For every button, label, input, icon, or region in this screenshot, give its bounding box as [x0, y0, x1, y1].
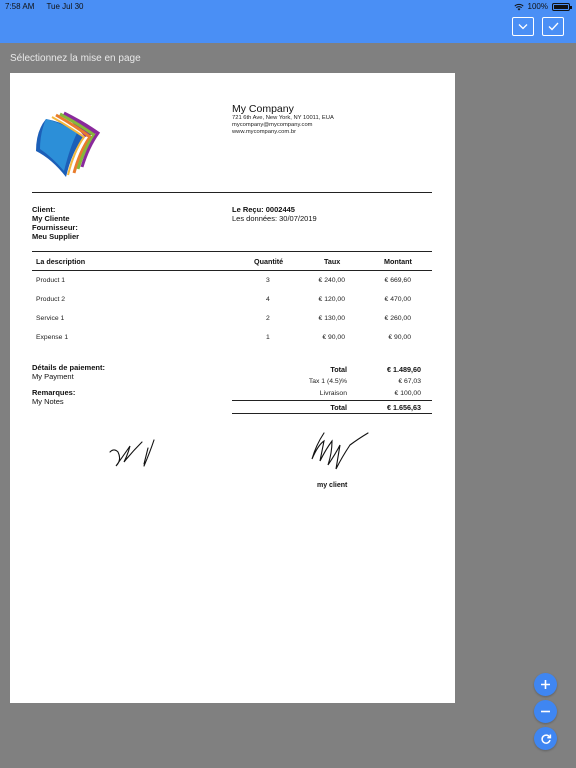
- remarks-label: Remarques:: [32, 388, 76, 397]
- total-divider: [232, 400, 432, 401]
- zoom-out-button[interactable]: [534, 700, 557, 723]
- item-rate: € 130,00: [318, 315, 345, 322]
- item-rate: € 240,00: [318, 277, 345, 284]
- receipt-number: Le Reçu: 0002445: [232, 205, 295, 214]
- column-header-description: La description: [36, 257, 86, 266]
- company-name: My Company: [232, 103, 294, 115]
- payment-details: My Payment: [32, 372, 74, 381]
- invoice-page: [10, 73, 455, 703]
- item-amount: € 260,00: [384, 315, 411, 322]
- receipt-block: [232, 205, 317, 223]
- grand-total-label: Total: [330, 403, 347, 412]
- top-toolbar: [0, 0, 576, 43]
- plus-icon: [540, 679, 551, 690]
- remarks: My Notes: [32, 397, 64, 406]
- item-description: Expense 1: [36, 334, 69, 341]
- item-quantity: 2: [266, 315, 270, 322]
- subtotal-value: € 1.489,60: [387, 365, 421, 374]
- header-divider: [32, 192, 432, 193]
- column-header-quantity: Quantité: [254, 257, 284, 266]
- table-top-divider: [32, 251, 432, 252]
- status-bar-right: [514, 2, 570, 11]
- item-description: Product 1: [36, 277, 66, 284]
- battery-percent: 100%: [527, 2, 548, 11]
- remarks-block: [32, 388, 75, 406]
- refresh-button[interactable]: [534, 727, 557, 750]
- status-bar-left: [5, 2, 94, 11]
- table-header-divider: [32, 270, 432, 271]
- checkmark-icon: [548, 22, 559, 31]
- chevron-down-icon: [518, 23, 528, 30]
- item-amount: € 470,00: [384, 296, 411, 303]
- column-header-amount: Montant: [384, 257, 412, 266]
- status-date: Tue Jul 30: [46, 2, 84, 11]
- supplier-signature: [108, 438, 160, 470]
- receipt-date: Les données: 30/07/2019: [232, 214, 317, 223]
- confirm-button[interactable]: [542, 17, 564, 36]
- minus-icon: [540, 706, 551, 717]
- company-website: www.mycompany.com.br: [232, 129, 296, 135]
- total-bottom-divider: [232, 413, 432, 414]
- item-quantity: 4: [266, 296, 270, 303]
- shipping-value: € 100,00: [394, 390, 421, 397]
- status-time: 7:58 AM: [5, 2, 35, 11]
- client-label: Client:: [32, 205, 56, 214]
- company-logo: [32, 111, 104, 179]
- item-rate: € 90,00: [322, 334, 345, 341]
- item-quantity: 1: [266, 334, 270, 341]
- page-label: Sélectionnez la mise en page: [10, 53, 141, 64]
- item-amount: € 669,60: [384, 277, 411, 284]
- payment-block: [32, 363, 105, 381]
- supplier-name: Meu Supplier: [32, 232, 80, 241]
- shipping-label: Livraison: [319, 390, 347, 397]
- client-name: My Cliente: [32, 214, 70, 223]
- item-quantity: 3: [266, 277, 270, 284]
- grand-total-value: € 1.656,63: [387, 403, 421, 412]
- column-header-rate: Taux: [324, 257, 341, 266]
- tax-label: Tax 1 (4.5)%: [308, 378, 347, 385]
- subtotal-label: Total: [330, 365, 347, 374]
- item-rate: € 120,00: [318, 296, 345, 303]
- company-email: mycompany@mycompany.com: [232, 122, 313, 128]
- item-amount: € 90,00: [388, 334, 411, 341]
- supplier-label: Fournisseur:: [32, 223, 78, 232]
- wifi-icon: [514, 3, 524, 11]
- company-address: 721 6th Ave, New York, NY 10011, EUA: [232, 115, 334, 121]
- battery-icon: [552, 3, 570, 11]
- zoom-in-button[interactable]: [534, 673, 557, 696]
- payment-details-label: Détails de paiement:: [32, 363, 105, 372]
- client-signature: [310, 431, 370, 471]
- collapse-button[interactable]: [512, 17, 534, 36]
- item-description: Service 1: [36, 315, 65, 322]
- refresh-icon: [540, 733, 552, 745]
- tax-value: € 67,03: [398, 378, 421, 385]
- client-block: [32, 205, 79, 241]
- signature-label: my client: [317, 482, 348, 489]
- item-description: Product 2: [36, 296, 66, 303]
